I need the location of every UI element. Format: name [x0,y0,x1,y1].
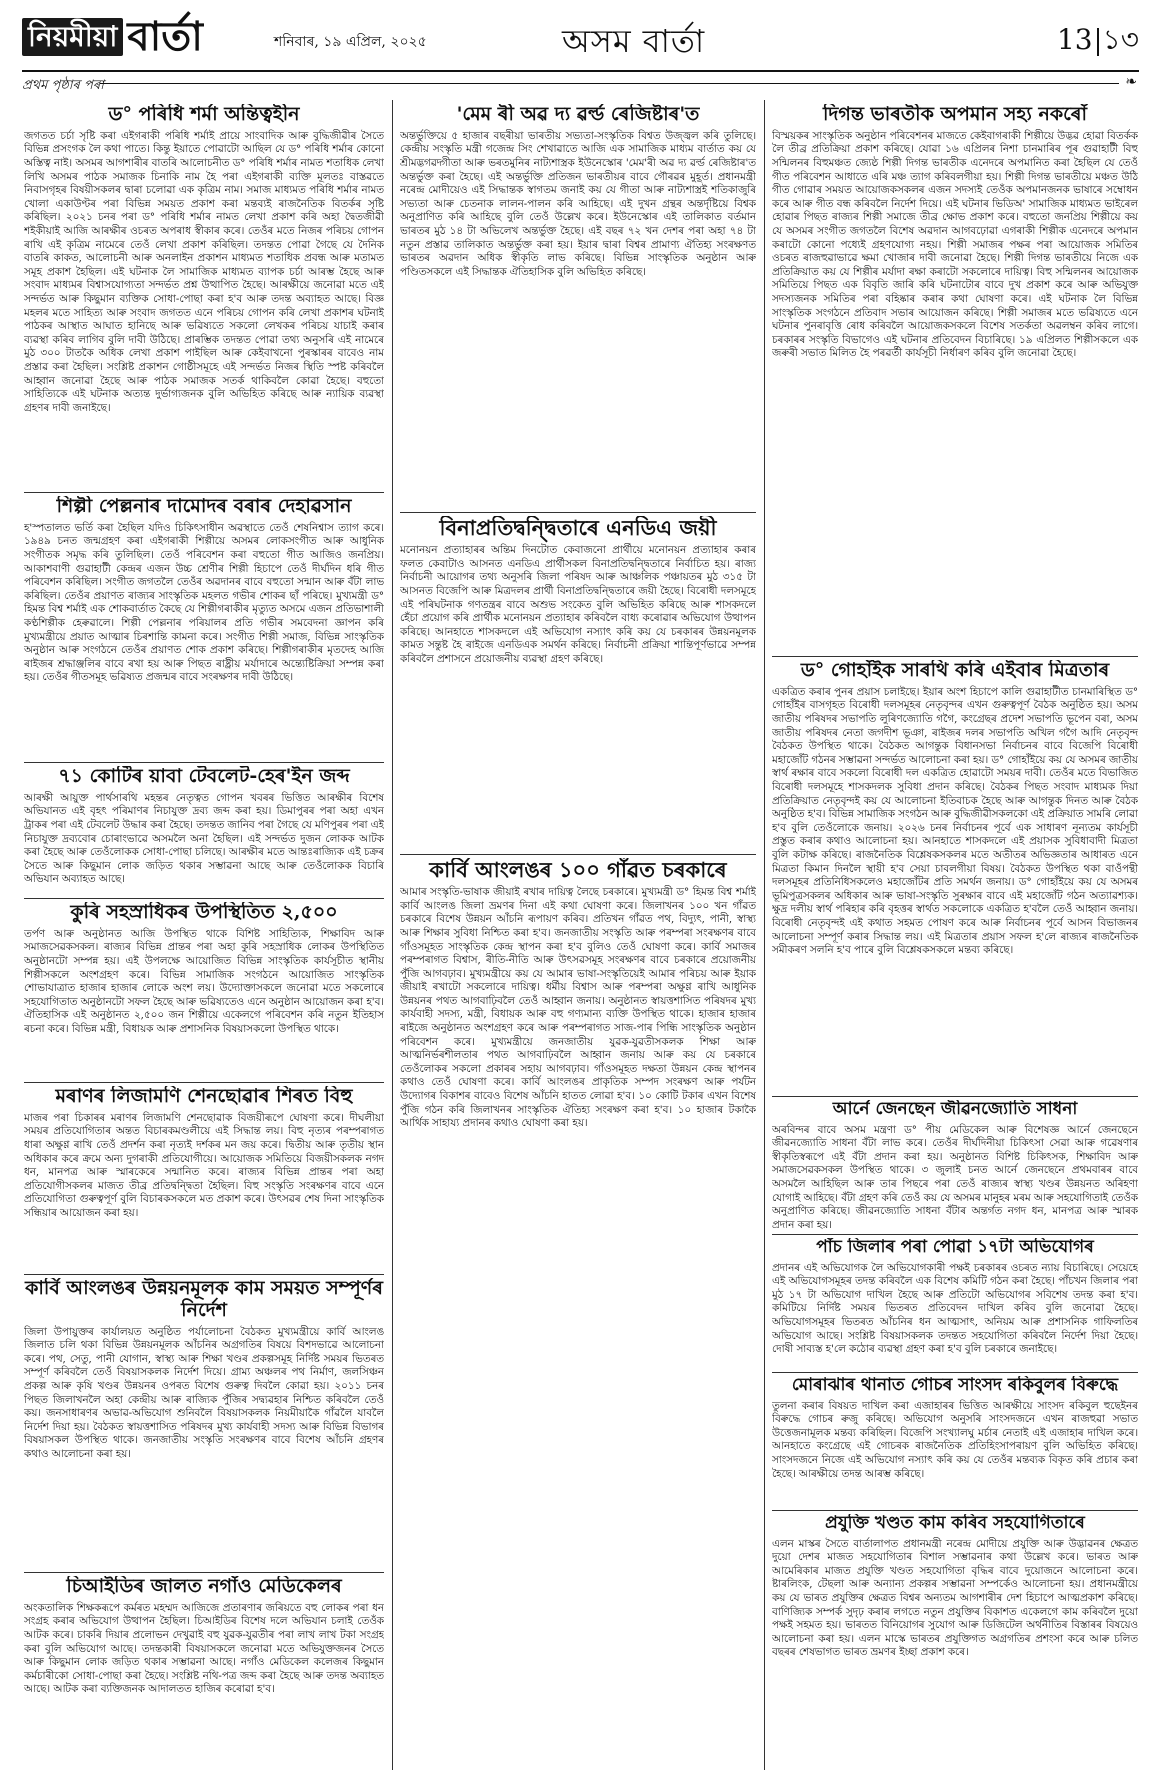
headline: ড° গোহাঁইক সাৰথি কৰি এইবাৰ মিত্ৰতাৰ [800,660,1110,681]
story-nda [400,516,756,850]
story-marwan [24,1086,384,1270]
story-body: আৰক্ষী আয়ুক্ত পাৰ্থসাৰথি মহন্তৰ নেতৃত্বত গোপন খবৰৰ ভিত্তিত আৰক্ষীৰ বিশেষ অভিযানত এই বৃহৎ পৰিমাণৰ নিচাযুক্ত দ্ৰব্য জব্দ কৰা হয়। ডিমাপুৰৰ পৰা অহা এখন ট্ৰাকৰ পৰা এই টেবলেট উদ্ধাৰ কৰা হৈছে। তদন্তত জানিব পৰা গৈছে যে মণিপুৰৰ পৰা এই নিচাযুক্ত দ্ৰব্যবোৰ চোৰাংভাৱে অসমলৈ অনা হৈছিল। এই সন্দৰ্ভত দুজন লোকক আটক কৰা হৈছে আৰু তেওঁলোকক সোধা-পোছা চলিছে। আৰক্ষীৰ মতে আন্তঃৰাজ্যিক এই চক্ৰৰ সৈতে আৰু কিছুমান লোক জড়িত থকাৰ সম্ভাৱনা আছে আৰু তেওঁলোকক বিচাৰি অভিযান অব্যাহত আছে। [24,791,384,886]
story-digonta [772,104,1138,652]
story-pach-zila [772,1238,1138,1368]
story-divider [24,492,384,493]
headline: কাৰ্বি আংলঙৰ ১০০ গাঁৱত চৰকাৰে [429,858,727,882]
story-memory-register [400,104,756,508]
continued-label: প্ৰথম পৃষ্ঠাৰ পৰা [22,78,104,93]
story-body: তুলনা কৰাৰ বিষয়ত দাখিল কৰা এজাহাৰৰ ভিত্তিত আৰক্ষীয়ে সাংসদ ৰকিবুল হুছেইনৰ বিৰুদ্ধে গোচৰ ৰুজু কৰিছে। অভিযোগ অনুসৰি সাংসদজনে এখন ৰাজহুৱা সভাত উত্তেজনামূলক মন্তব্য কৰিছিল। বিজেপি সংখ্যালঘু মৰ্চাৰ নেতাই এই এজাহাৰ দাখিল কৰে। আনহাতে কংগ্ৰেছে এই গোচৰক ৰাজনৈতিক প্ৰতিহিংসাপৰায়ণ বুলি অভিহিত কৰিছে। সাংসদজনে নিজে এই অভিযোগ নস্যাৎ কৰি কয় যে তেওঁৰ মন্তব্যক বিকৃত কৰি প্ৰচাৰ কৰা হৈছে। আৰক্ষীয়ে তদন্ত আৰম্ভ কৰিছে। [772,1399,1138,1480]
story-body: এলন মাস্কৰ সৈতে বাৰ্তালাপত প্ৰধানমন্ত্ৰী নৰেন্দ্ৰ মোদীয়ে প্ৰযুক্তি আৰু উদ্ভাৱনৰ ক্ষেত্ৰত দুয়ো দেশৰ মাজত সহযোগিতাৰ বিশাল সম্ভাৱনাৰ কথা উল্লেখ কৰে। ভাৰত আৰু আমেৰিকাৰ মাজত প্ৰযুক্তি খণ্ডত সহযোগিতা বৃদ্ধিৰ বাবে দুয়োজনে আলোচনা কৰে। ষ্টাৰলিংক, টেছলা আৰু অন্যান্য প্ৰকল্পৰ সম্ভাৱনা সম্পৰ্কেও আলোচনা হয়। প্ৰধানমন্ত্ৰীয়ে কয় যে ভাৰত প্ৰযুক্তিৰ ক্ষেত্ৰত বিশ্বৰ অন্যতম আগশাৰীৰ দেশ হিচাপে আত্মপ্ৰকাশ কৰিছে। বাণিজ্যিক সম্পৰ্ক সুদৃঢ় কৰাৰ লগতে নতুন প্ৰযুক্তিৰ বিকাশত একেলগে কাম কৰিবলৈ দুয়ো পক্ষই সহমত হয়। ভাৰতত বিনিয়োগৰ সুযোগ আৰু ডিজিটেল অৰ্থনীতিৰ বিস্তাৰৰ বিষয়েও আলোচনা কৰা হয়। এলন মাস্কে ভাৰতৰ প্ৰযুক্তিগত অগ্ৰগতিৰ প্ৰশংসা কৰে আৰু চলিত বছৰৰ শেষভাগত ভাৰত ভ্ৰমণৰ ইচ্ছা প্ৰকাশ কৰে। [772,1537,1138,1659]
story-divider [24,898,384,899]
story-chiaidi [24,1576,384,1770]
headline: বিনাপ্ৰতিদ্বন্দ্বিতাৰে এনডিএ জয়ী [439,516,717,540]
story-body: মনোনয়ন প্ৰত্যাহাৰৰ অন্তিম দিনটোত কেবাজনো প্ৰাৰ্থীয়ে মনোনয়ন প্ৰত্যাহাৰ কৰাৰ ফলত কেবাটাও আসনত এনডিএ প্ৰাৰ্থীসকল বিনাপ্ৰতিদ্বন্দ্বিতাৰে নিৰ্বাচিত হয়। ৰাজ্য নিৰ্বাচনী আয়োগৰ তথ্য অনুসৰি জিলা পৰিষদ আৰু আঞ্চলিক পঞ্চায়তৰ মুঠ ৩১৫ টা আসনত বিজেপি আৰু মিত্ৰদলৰ প্ৰাৰ্থী বিনাপ্ৰতিদ্বন্দ্বিতাৰে জয়ী হৈছে। বিৰোধী দলসমূহে এই পৰিঘটনাক গণতন্ত্ৰৰ বাবে অশুভ সংকেত বুলি অভিহিত কৰিছে আৰু শাসকদলে হেঁচা প্ৰয়োগ কৰি প্ৰাৰ্থীক মনোনয়ন প্ৰত্যাহাৰ কৰিবলৈ বাধ্য কৰোৱাৰ অভিযোগ উত্থাপন কৰিছে। আনহাতে শাসকদলে এই অভিযোগ নস্যাৎ কৰি কয় যে চৰকাৰৰ উন্নয়নমূলক কামত সন্তুষ্ট হৈ ৰাইজে এনডিএক সমৰ্থন কৰিছে। নিৰ্বাচনী প্ৰক্ৰিয়া শান্তিপূৰ্ণভাৱে সম্পন্ন কৰিবলৈ প্ৰশাসনে প্ৰয়োজনীয় ব্যৱস্থা গ্ৰহণ কৰিছে। [400,544,756,665]
headline: দিগন্ত ভাৰতীক অপমান সহ্য নকৰোঁ [822,104,1088,125]
masthead [22,8,1139,72]
story-body: অন্তৰ্ভুক্তিয়ে ৫ হাজাৰ বছৰীয়া ভাৰতীয় সভ্যতা-সংস্কৃতিক বিশ্বত উজ্জ্বল কৰি তুলিছে। কেন্দ্ৰীয় সংস্কৃতি মন্ত্ৰী গজেন্দ্ৰ সিং শেখাৱাতে আজি এক সামাজিক মাধ্যম বাৰ্তাত কয় যে শ্ৰীমদ্ভগৱদ্গীতা আৰু ভৰতমুনিৰ নাট্যশাস্ত্ৰক ইউনেস্কোৰ 'মেম'ৰী অৱ দ্য ৱৰ্ল্ড ৰেজিষ্টাৰ'ত অন্তৰ্ভুক্ত কৰা হৈছে। এই অন্তৰ্ভুক্তি প্ৰতিজন ভাৰতীয়ৰ বাবে গৌৰৱৰ মুহূৰ্ত। প্ৰধানমন্ত্ৰী নৰেন্দ্ৰ মোদীয়েও এই সিদ্ধান্তক স্বাগতম জনাই কয় যে গীতা আৰু নাট্যশাস্ত্ৰই শতিকাজুৰি সভ্যতা আৰু চেতনাক লালন-পালন কৰি আহিছে। এই দুখন গ্ৰন্থৰ অন্তৰ্দৃষ্টিয়ে বিশ্বক অনুপ্ৰাণিত কৰি আহিছে বুলি তেওঁ উল্লেখ কৰে। ইউনেস্কোৰ এই তালিকাত বৰ্তমান ভাৰতৰ মুঠ ১৪ টা অভিলেখ অন্তৰ্ভুক্ত হৈছে। এই বছৰ ৭২ খন দেশৰ পৰা অহা ৭৪ টা নতুন প্ৰস্তাৱ তালিকাত অন্তৰ্ভুক্ত কৰা হয়। ইয়াৰ দ্বাৰা বিশ্বৰ প্ৰামাণ্য ঐতিহ্য সংৰক্ষণত ভাৰতৰ অৱদান অধিক স্বীকৃতি লাভ কৰিছে। বিভিন্ন সাংস্কৃতিক অনুষ্ঠান আৰু পণ্ডিতসকলে এই সিদ্ধান্তক ঐতিহাসিক বুলি অভিহিত কৰিছে। [400,129,756,278]
headline: শিল্পী পেল্লনাৰ দামোদৰ বৰাৰ দেহাৱসান [56,496,352,517]
story-divider [24,1274,384,1275]
headline: প্ৰযুক্তি খণ্ডত কাম কৰিব সহযোগিতাৰে [825,1514,1085,1533]
story-divider [24,762,384,763]
story-body: জগতত চৰ্চা সৃষ্টি কৰা এইগৰাকী পৰিধি শৰ্মাই প্ৰায়ে সাংবাদিক আৰু বুদ্ধিজীৱীৰ সৈতে বিভিন্ন প্ৰসংগক লৈ কথা পাতে। কিন্তু ইয়াতে পোৱাটো আছিল যে ড° পৰিধি শৰ্মাৰ কোনো অস্তিত্ব নাই। অসমৰ আগশাৰীৰ বাতৰি আলোচনীত ড° পৰিধি শৰ্মাৰ নামত শতাধিক লেখা লিখি অসমৰ পাঠক সমাজক চিনাকি নাম হৈ পৰা এইগৰাকী ব্যক্তি মূলতঃ বাস্তৱতে নিবাসগৃহৰ বিষয়ীসকলৰ দ্বাৰা চলোৱা এক কৃত্ৰিম নাম। সমাজ মাধ্যমত পৰিধি শৰ্মাৰ নামত খোলা একাউণ্টৰ পৰা বিভিন্ন সময়ত প্ৰকাশ কৰা মন্তব্যই ৰাজনৈতিক বিতৰ্কৰ সৃষ্টি কৰিছিল। ২০২১ চনৰ পৰা ড° পৰিধি শৰ্মাৰ নামত লেখা প্ৰকাশ কৰি অহা দ্বৈতজীৱী শইকীয়াই আজি আৰক্ষীৰ ওচৰত অপৰাধ স্বীকাৰ কৰে। তেওঁৰ মতে নিজৰ পৰিচয় গোপন ৰাখি এই কৃত্ৰিম নামেৰে তেওঁ লেখা প্ৰকাশ কৰিছিল। তদন্তত পোৱা গৈছে যে দৈনিক বাতৰি কাকত, আলোচনী আৰু অনলাইন প্ৰকাশন মাধ্যমত শতাধিক প্ৰবন্ধ আৰু মতামত সমূহ প্ৰকাশ হৈছিল। এই ঘটনাক লৈ সামাজিক মাধ্যমত ব্যাপক চৰ্চা আৰম্ভ হৈছে আৰু সংবাদ মাধ্যমৰ বিশ্বাসযোগ্যতা সন্দৰ্ভত প্ৰশ্ন উত্থাপিত হৈছে। আৰক্ষীয়ে জনোৱা মতে এই সন্দৰ্ভত আৰু কিছুমান ব্যক্তিক সোধা-পোছা কৰা হ'ব আৰু তদন্ত অব্যাহত আছে। বিজ্ঞ মহলৰ মতে সাহিত্য আৰু সংবাদ জগতত এনে পৰিচয় গোপন কৰি লেখা প্ৰকাশৰ ঘটনাই পাঠকৰ আস্থাত আঘাত হানিছে আৰু ভৱিষ্যতে সকলো লেখকৰ পৰিচয় যাচাই কৰাৰ ব্যৱস্থা কৰিব লাগিব বুলি দাবী উঠিছে। প্ৰাৰম্ভিক তদন্তত পোৱা তথ্য অনুসৰি এই নামেৰে মুঠ ৩০০ টাতকৈ অধিক লেখা প্ৰকাশ পাইছিল আৰু কেইবাখনো পুৰস্কাৰৰ বাবেও নাম প্ৰস্তাৱ কৰা হৈছিল। সংশ্লিষ্ট প্ৰকাশন গোষ্ঠীসমূহে এই সন্দৰ্ভত নিজৰ স্থিতি স্পষ্ট কৰিবলৈ আহ্বান জনোৱা হৈছে আৰু পাঠক সমাজক সতৰ্ক থাকিবলৈ কোৱা হৈছে। বহুতো সাহিত্যিকে এই ঘটনাক অত্যন্ত দুৰ্ভাগ্যজনক বুলি অভিহিত কৰিছে আৰু ন্যায়িক ব্যৱস্থা গ্ৰহণৰ দাবী জনাইছে। [24,129,384,414]
section-title: অসম বাৰ্তা [562,22,706,60]
page-number [1057,18,1139,65]
story-divider [400,854,756,855]
headline: ৭১ কোটিৰ য়াবা টেবলেট-হেৰ'ইন জব্দ [58,766,350,787]
ornament-icon: ❧ [1125,74,1137,90]
logo-part-1: নিয়মীয়া [22,18,123,56]
story-shilpi [24,496,384,758]
newspaper-logo [22,14,203,60]
headline: ড° পৰিধি শৰ্মা অন্তিত্বহীন [108,104,300,125]
page-number-divider [1097,28,1099,56]
story-smuggling [24,766,384,894]
headline: কাৰ্বি আংলঙৰ উন্নয়নমূলক কাম সময়ত সম্পূৰ্ণৰ নিৰ্দেশ [25,1278,383,1321]
story-karbi-development [24,1278,384,1568]
headline: মোৰাঝাৰ থানাত গোচৰ সাংসদ ৰকিবুলৰ বিৰুদ্ধে [791,1376,1119,1395]
headline: পাঁচ জিলাৰ পৰা পোৱা ১৭টা অভিযোগৰ [816,1238,1094,1257]
story-technology [772,1514,1138,1770]
headline: কুৰি সহস্ৰাধিকৰ উপস্থিতিত ২,৫০০ [70,902,338,923]
story-divider [400,512,756,513]
column-divider [392,100,393,1770]
story-divider [772,1372,1138,1373]
column-divider [764,100,765,1770]
continued-rule [100,83,1119,84]
story-body: তৰ্পণ আৰু অনুষ্ঠানত আজি উপস্থিত থাকে বিশিষ্ট সাহিত্যিক, শিক্ষাবিদ আৰু সমাজসেৱকসকল। ৰাজ্যৰ বিভিন্ন প্ৰান্তৰ পৰা অহা কুৰি সহস্ৰাধিক লোকৰ উপস্থিতিত অনুষ্ঠানটো সম্পন্ন হয়। এই উপলক্ষে আয়োজিত বিভিন্ন সাংস্কৃতিক কাৰ্যসূচীত স্থানীয় শিল্পীসকলে অংশগ্ৰহণ কৰে। বিভিন্ন সামাজিক সংগঠনে আয়োজিত সাংস্কৃতিক শোভাযাত্ৰাত হাজাৰ হাজাৰ লোকে অংশ লয়। উদ্যোক্তাসকলে জনোৱা মতে সকলোৰে সহযোগিতাত অনুষ্ঠানটো সফল হৈছে আৰু ভৱিষ্যতেও এনে অনুষ্ঠান আয়োজন কৰা হ'ব। ঐতিহাসিক এই অনুষ্ঠানত ২,৫০০ জন শিল্পীয়ে একেলগে পৰিবেশন কৰি নতুন ইতিহাস ৰচনা কৰে। বিভিন্ন মন্ত্ৰী, বিধায়ক আৰু প্ৰশাসনিক বিষয়াসকলো উপস্থিত থাকে। [24,927,384,1035]
story-gohain [772,660,1138,1092]
story-body: আমাৰ সংস্কৃতি-ভাষাক জীয়াই ৰখাৰ দায়িত্ব লৈছে চৰকাৰে। মুখ্যমন্ত্ৰী ড° হিমন্ত বিশ্ব শৰ্মাই কাৰ্বি আংলঙ জিলা ভ্ৰমণৰ দিনা এই কথা ঘোষণা কৰে। জিলাখনৰ ১০০ খন গাঁৱত চৰকাৰে বিশেষ উন্নয়ন আঁচনি ৰূপায়ণ কৰিব। প্ৰতিখন গাঁৱত পথ, বিদ্যুৎ, পানী, স্বাস্থ্য আৰু শিক্ষাৰ সুবিধা নিশ্চিত কৰা হ'ব। জনজাতীয় সংস্কৃতি আৰু পৰম্পৰা সংৰক্ষণৰ বাবে গাঁওসমূহত সাংস্কৃতিক কেন্দ্ৰ স্থাপন কৰা হ'ব বুলিও তেওঁ ঘোষণা কৰে। কাৰ্বি সমাজৰ পৰম্পৰাগত বিশ্বাস, ৰীতি-নীতি আৰু উৎসৱসমূহ সংৰক্ষণৰ বাবে চৰকাৰে প্ৰয়োজনীয় পুঁজি আগবঢ়াব। মুখ্যমন্ত্ৰীয়ে কয় যে আমাৰ ভাষা-সংস্কৃতিয়েই আমাৰ পৰিচয় আৰু ইয়াক জীয়াই ৰখাটো সকলোৰে দায়িত্ব। ধৰ্মীয় বিশ্বাস আৰু পৰম্পৰা অক্ষুণ্ণ ৰাখি আধুনিক উন্নয়নৰ পথত আগবাঢ়িবলৈ তেওঁ আহ্বান জনায়। অনুষ্ঠানত স্বায়ত্তশাসিত পৰিষদৰ মুখ্য কাৰ্যবাহী সদস্য, মন্ত্ৰী, বিধায়ক আৰু বহু গণ্যমান্য ব্যক্তি উপস্থিত থাকে। হাজাৰ হাজাৰ ৰাইজে অনুষ্ঠানত অংশগ্ৰহণ কৰে আৰু পৰম্পৰাগত সাজ-পাৰ পিন্ধি সাংস্কৃতিক অনুষ্ঠান পৰিবেশন কৰে। মুখ্যমন্ত্ৰীয়ে জনজাতীয় যুৱক-যুৱতীসকলক শিক্ষা আৰু আত্মনিৰ্ভৰশীলতাৰ পথত আগবাঢ়িবলৈ আহ্বান জনায় আৰু কয় যে চৰকাৰে তেওঁলোকৰ সকলো প্ৰকাৰৰ সহায় আগবঢ়াব। গাঁওসমূহত দক্ষতা উন্নয়ন কেন্দ্ৰ স্থাপনৰ কথাও তেওঁ ঘোষণা কৰে। কাৰ্বি আংলঙৰ প্ৰাকৃতিক সম্পদ সংৰক্ষণ আৰু পৰ্যটন উদ্যোগৰ বিকাশৰ বাবেও বিশেষ আঁচনি হাতত লোৱা হ'ব। ১০ কোটি টকাৰ এখন বিশেষ পুঁজি গঠন কৰি জিলাখনৰ সাংস্কৃতিক ঐতিহ্য সংৰক্ষণ কৰা হ'ব। ১০ হাজাৰ টকাকৈ আৰ্থিক সাহায্য প্ৰদানৰ কথাও ঘোষণা কৰা হয়। [400,886,756,1130]
continued-bar [22,74,1139,94]
story-body: মাজৰ পৰা চিকাৰৰ মৰাণৰ লিজামণি শেনছোৱাক বিজয়ীৰূপে ঘোষণা কৰে। দীঘলীয়া সময়ৰ প্ৰতিযোগিতাৰ অন্তত বিচাৰকমণ্ডলীয়ে এই সিদ্ধান্ত লয়। বিহু নৃত্যৰ পৰম্পৰাগত ধাৰা অক্ষুণ্ণ ৰাখি তেওঁ প্ৰদৰ্শন কৰা নৃত্যই দৰ্শকৰ মন জয় কৰে। দ্বিতীয় আৰু তৃতীয় স্থান অধিকাৰ কৰে ক্ৰমে অন্য দুগৰাকী প্ৰতিযোগীয়ে। আয়োজক সমিতিয়ে বিজয়ীসকলক নগদ ধন, মানপত্ৰ আৰু স্মাৰকেৰে সন্মানিত কৰে। ৰাজ্যৰ বিভিন্ন প্ৰান্তৰ পৰা অহা প্ৰতিযোগীসকলৰ মাজত তীব্ৰ প্ৰতিদ্বন্দ্বিতা হৈছিল। বিহু সংস্কৃতি সংৰক্ষণৰ বাবে এনে প্ৰতিযোগিতা গুৰুত্বপূৰ্ণ বুলি বিচাৰকসকলে মত প্ৰকাশ কৰে। উৎসৱৰ শেষ দিনা সাংস্কৃতিক সন্ধিয়াৰ আয়োজন কৰা হয়। [24,1111,384,1219]
story-body: বিস্ময়কৰ সাংস্কৃতিক অনুষ্ঠান পৰিবেশনৰ মাজতে কেইবাগৰাকী শিল্পীয়ে উদ্ভৱ হোৱা বিতৰ্কক লৈ তীব্ৰ প্ৰতিক্ৰিয়া প্ৰকাশ কৰিছে। যোৱা ১৬ এপ্ৰিলৰ নিশা চানমাৰিৰ পূৰ গুৱাহাটী বিহু সন্মিলনৰ বিহুমঞ্চত জ্যেষ্ঠ শিল্পী দিগন্ত ভাৰতীক এনেদৰে অপমানিত কৰা হৈছিল যে তেওঁ গীত পৰিবেশন আধাতে এৰি মঞ্চ ত্যাগ কৰিবলগীয়া হয়। শিল্পী দিগন্ত ভাৰতীয়ে মঞ্চত উঠি গীত গোৱাৰ সময়ত আয়োজকসকলৰ এজন সদস্যই তেওঁক অপমানজনক ভাষাৰে সম্বোধন কৰে আৰু গীত বন্ধ কৰিবলৈ নিৰ্দেশ দিয়ে। এই ঘটনাৰ ভিডিঅ' সামাজিক মাধ্যমত ভাইৰেল হোৱাৰ পিছত ৰাজ্যৰ শিল্পী সমাজে তীব্ৰ ক্ষোভ প্ৰকাশ কৰে। বহুতো জনপ্ৰিয় শিল্পীয়ে কয় যে অসমৰ সংগীত জগতলৈ বিশেষ অৱদান আগবঢ়োৱা এগৰাকী শিল্পীক এনেদৰে অপমান কৰাটো কোনো পধ্যেই গ্ৰহণযোগ্য নহয়। শিল্পী সমাজৰ পক্ষৰ পৰা আয়োজক সমিতিৰ ওচৰত ৰাজহুৱাভাৱে ক্ষমা খোজাৰ দাবী জনোৱা হৈছে। শিল্পী দিগন্ত ভাৰতীয়ে নিজে এক প্ৰতিক্ৰিয়াত কয় যে শিল্পীৰ মৰ্যাদা ৰক্ষা কৰাটো সকলোৰে দায়িত্ব। বিহু সন্মিলনৰ আয়োজক সমিতিয়ে পিছত এক বিবৃতি জাৰি কৰি ঘটনাটোৰ বাবে দুখ প্ৰকাশ কৰে আৰু অভিযুক্ত সদস্যজনক সমিতিৰ পৰা বহিষ্কাৰ কৰাৰ কথা ঘোষণা কৰে। এই ঘটনাক লৈ বিভিন্ন সাংস্কৃতিক সংগঠনে প্ৰতিবাদ সভাৰ আয়োজন কৰিছে। শিল্পী সমাজৰ মতে ভৱিষ্যতে এনে ঘটনাৰ পুনৰাবৃত্তি ৰোধ কৰিবলৈ আয়োজকসকলে বিশেষ সতৰ্কতা অৱলম্বন কৰিব লাগে। চৰকাৰৰ সংস্কৃতি বিভাগেও এই ঘটনাৰ প্ৰতিবেদন বিচাৰিছে। ১৯ এপ্ৰিলত শিল্পীসকলে এক জৰুৰী সভাত মিলিত হৈ পৰৱৰ্তী কাৰ্যসূচী নিৰ্ধাৰণ কৰিব বুলি জনোৱা হৈছে। [772,129,1138,360]
story-body: অৰবিন্দৰ বাবে অসম মন্ত্ৰণা ড° পীয় মেডিকেল আৰু বিশেষজ্ঞ আৰ্নে জেনছেনে জীৱনজ্যোতি সাধনা বঁটা লাভ কৰে। তেওঁৰ দীৰ্ঘদিনীয়া চিকিৎসা সেৱা আৰু গৱেষণাৰ স্বীকৃতিস্বৰূপে এই বঁটা প্ৰদান কৰা হয়। অনুষ্ঠানত বিশিষ্ট চিকিৎসক, শিক্ষাবিদ আৰু সমাজসেৱকসকল উপস্থিত থাকে। ৩ জুলাই চনত আৰ্নে জেনছেনে প্ৰথমবাৰৰ বাবে অসমলৈ আহিছিল আৰু তাৰ পিছৰে পৰা তেওঁ ৰাজ্যৰ স্বাস্থ্য খণ্ডৰ উন্নয়নত অৰিহণা যোগাই আহিছে। বঁটা গ্ৰহণ কৰি তেওঁ কয় যে অসমৰ মানুহৰ মৰম আৰু সহযোগিতাই তেওঁক অনুপ্ৰাণিত কৰিছে। জীৱনজ্যোতি সাধনা বঁটাৰ অন্তৰ্গত নগদ ধন, মানপত্ৰ আৰু স্মাৰক প্ৰদান কৰা হয়। [772,1123,1138,1230]
story-divider [24,1572,384,1573]
page-number-latin: 13 [1056,23,1093,56]
story-body: প্ৰদানৰ এই অভিযোগক লৈ অভিযোগকাৰী পক্ষই চৰকাৰৰ ওচৰত ন্যায় বিচাৰিছে। সেয়েহে এই অভিযোগসমূহৰ তদন্ত কৰিবলৈ এক বিশেষ কমিটি গঠন কৰা হৈছে। পাঁচখন জিলাৰ পৰা মুঠ ১৭ টা অভিযোগ দাখিল হৈছে আৰু প্ৰতিটো অভিযোগৰ সবিশেষ তদন্ত কৰা হ'ব। কমিটিয়ে নিৰ্দিষ্ট সময়ৰ ভিতৰত প্ৰতিবেদন দাখিল কৰিব বুলি জনোৱা হৈছে। অভিযোগসমূহৰ ভিতৰত আঁচনিৰ ধন আত্মসাৎ, অনিয়ম আৰু প্ৰশাসনিক গাফিলতিৰ অভিযোগ আছে। সংশ্লিষ্ট বিষয়াসকলক তদন্তত সহযোগিতা কৰিবলৈ নিৰ্দেশ দিয়া হৈছে। দোষী সাব্যস্ত হ'লে কঠোৰ ব্যৱস্থা গ্ৰহণ কৰা হ'ব বুলি চৰকাৰে জনাইছে। [772,1261,1138,1356]
story-body: অংকতালিক শিক্ষকৰূপে কৰ্মৰত মহম্মদ আজিজে প্ৰতাৰণাৰ জৰিয়তে বহু লোকৰ পৰা ধন সংগ্ৰহ কৰাৰ অভিযোগ উত্থাপন হৈছিল। চিআইডিৰ বিশেষ দলে অভিযান চলাই তেওঁক আটক কৰে। চাকৰি দিয়াৰ প্ৰলোভন দেখুৱাই বহু যুৱক-যুৱতীৰ পৰা লাখ লাখ টকা সংগ্ৰহ কৰা বুলি অভিযোগ আছে। তদন্তকাৰী বিষয়াসকলে জনোৱা মতে অভিযুক্তজনৰ সৈতে আৰু কিছুমান লোক জড়িত থকাৰ সম্ভাৱনা আছে। নগাঁও মেডিকেল কলেজৰ কিছুমান কৰ্মচাৰীকো সোধা-পোছা কৰা হৈছে। সংশ্লিষ্ট নথি-পত্ৰ জব্দ কৰা হৈছে আৰু তদন্ত অব্যাহত আছে। আটক কৰা ব্যক্তিজনক আদালতত হাজিৰ কৰোৱা হ'ব। [24,1601,384,1696]
logo-part-2: বাৰ্তা [127,13,203,60]
story-body: জিলা উপায়ুক্তৰ কাৰ্যালয়ত অনুষ্ঠিত পৰ্যালোচনা বৈঠকত মুখ্যমন্ত্ৰীয়ে কাৰ্বি আংলঙ জিলাত চলি থকা বিভিন্ন উন্নয়নমূলক আঁচনিৰ অগ্ৰগতিৰ বিষয়ে বিশদভাৱে আলোচনা কৰে। পথ, সেতু, পানী যোগান, স্বাস্থ্য আৰু শিক্ষা খণ্ডৰ প্ৰকল্পসমূহ নিৰ্দিষ্ট সময়ৰ ভিতৰত সম্পূৰ্ণ কৰিবলৈ তেওঁ বিষয়াসকলক নিৰ্দেশ দিয়ে। গ্ৰাম্য অঞ্চলৰ পথ নিৰ্মাণ, জলসিঞ্চন প্ৰকল্প আৰু কৃষি খণ্ডৰ উন্নয়নৰ ওপৰত বিশেষ গুৰুত্ব দিবলৈ কোৱা হয়। ২০১১ চনৰ পিছত জিলাখনলৈ অহা কেন্দ্ৰীয় আৰু ৰাজ্যিক পুঁজিৰ সদ্ব্যৱহাৰ নিশ্চিত কৰিবলৈ তেওঁ কয়। জনসাধাৰণৰ অভাৱ-অভিযোগ শুনিবলৈ বিষয়াসকলক নিয়মীয়াকৈ গাঁৱলৈ যাবলৈ নিৰ্দেশ দিয়া হয়। বৈঠকত স্বায়ত্তশাসিত পৰিষদৰ মুখ্য কাৰ্যবাহী সদস্য আৰু বিভিন্ন বিভাগৰ বিষয়াসকল উপস্থিত থাকে। জনজাতীয় সংস্কৃতি সংৰক্ষণৰ বাবে বিশেষ আঁচনি গ্ৰহণৰ কথাও আলোচনা কৰা হয়। [24,1325,384,1461]
story-kuri [24,902,384,1078]
story-karbi-100 [400,858,756,1770]
issue-date: শনিবাৰ, ১৯ এপ্ৰিল, ২০২৫ [274,34,427,50]
story-divider [24,1082,384,1083]
story-divider [772,1234,1138,1235]
headline: 'মেম ৰী অৱ দ্য ৱৰ্ল্ড ৰেজিষ্টাৰ'ত [456,104,700,125]
story-body: একত্ৰিত কৰাৰ পুনৰ প্ৰয়াস চলাইছে। ইয়াৰ অংশ হিচাপে কালি গুৱাহাটীত চানমাৰিস্থিত ড° গোহাঁইৰ বাসগৃহত বিৰোধী দলসমূহৰ নেতৃবৃন্দৰ এখন গুৰুত্বপূৰ্ণ বৈঠক অনুষ্ঠিত হয়। অসম জাতীয় পৰিষদৰ সভাপতি লুৰিণজ্যোতি গগৈ, কংগ্ৰেছৰ প্ৰদেশ সভাপতি ভূপেন বৰা, অসম জাতীয় পৰিষদৰ নেতা জগদীশ ভূঞা, ৰাইজৰ দলৰ সভাপতি অখিল গগৈ আদি নেতৃবৃন্দ বৈঠকত উপস্থিত থাকে। বৈঠকত আগন্তুক বিধানসভা নিৰ্বাচনৰ বাবে বিজেপি বিৰোধী মহাজোঁট গঠনৰ সম্ভাৱনা সন্দৰ্ভত আলোচনা কৰা হয়। ড° গোহাঁইয়ে কয় যে অসমৰ জাতীয় স্বাৰ্থ ৰক্ষাৰ বাবে সকলো বিৰোধী দল একত্ৰিত হোৱাটো সময়ৰ দাবী। তেওঁৰ মতে বিভাজিত বিৰোধী দলসমূহে শাসকদলক সুবিধা প্ৰদান কৰিছে। বৈঠকৰ পিছত সংবাদ মাধ্যমক দিয়া প্ৰতিক্ৰিয়াত নেতৃবৃন্দই কয় যে আলোচনা ইতিবাচক হৈছে আৰু আগন্তুক দিনত আৰু বৈঠক অনুষ্ঠিত হ'ব। বিভিন্ন সামাজিক সংগঠন আৰু বুদ্ধিজীৱীসকলকো এই প্ৰক্ৰিয়াত সামৰি লোৱা হ'ব বুলি তেওঁলোকে জনায়। ২০২৬ চনৰ নিৰ্বাচনৰ পূৰ্বে এক সাধাৰণ নূন্যতম কাৰ্যসূচী প্ৰস্তুত কৰাৰ কথাও আলোচনা হয়। আনহাতে শাসকদলে এই প্ৰয়াসক সুবিধাবাদী মিত্ৰতা বুলি কটাক্ষ কৰিছে। ৰাজনৈতিক বিশ্লেষকসকলৰ মতে অতীতৰ অভিজ্ঞতাৰ আধাৰত এনে মিত্ৰতা কিমান দিনলৈ স্থায়ী হ'ব সেয়া চাবলগীয়া বিষয়। বৈঠকত উপস্থিত থকা বাওঁপন্থী দলসমূহৰ প্ৰতিনিধিসকলেও মহাজোঁটৰ প্ৰতি সমৰ্থন জনায়। ড° গোহাঁইয়ে কয় যে অসমৰ ভূমিপুত্ৰসকলৰ অধিকাৰ আৰু ভাষা-সংস্কৃতি সুৰক্ষাৰ বাবে এই মহাজোঁট গঠন অত্যাৱশ্যক। ক্ষুদ্ৰ দলীয় স্বাৰ্থ পৰিহাৰ কৰি বৃহত্তৰ স্বাৰ্থত সকলোকে একত্ৰিত হ'বলৈ তেওঁ আহ্বান জনায়। বিৰোধী নেতৃবৃন্দই এই কথাত সহমত পোষণ কৰে আৰু নিৰ্বাচনৰ পূৰ্বে আসন বিভাজনৰ আলোচনা সম্পূৰ্ণ কৰাৰ সিদ্ধান্ত লয়। এই মিত্ৰতাৰ প্ৰয়াস সফল হ'লে ৰাজ্যৰ ৰাজনৈতিক সমীকৰণ সলনি হ'ব পাৰে বুলি বিশ্লেষকসকলে মন্তব্য কৰিছে। [772,685,1138,957]
story-divider [772,1510,1138,1511]
story-body: হ'স্পতালত ভৰ্তি কৰা হৈছিল যদিও চিকিৎসাধীন অৱস্থাতে তেওঁ শেষনিশ্বাস ত্যাগ কৰে। ১৯৪৯ চনত জন্মগ্ৰহণ কৰা এইগৰাকী শিল্পীয়ে অসমৰ লোকসংগীত আৰু আধুনিক সংগীতক সমৃদ্ধ কৰি তুলিছিল। তেওঁ পৰিবেশন কৰা বহুতো গীত আজিও জনপ্ৰিয়। আকাশবাণী গুৱাহাটী কেন্দ্ৰৰ এজন উচ্চ শ্ৰেণীৰ শিল্পী হিচাপে তেওঁ দীৰ্ঘদিন ধৰি গীত পৰিবেশন কৰিছিল। সংগীত জগতলৈ তেওঁৰ অৱদানৰ বাবে বহুতো সন্মান আৰু বঁটা লাভ কৰিছিল। তেওঁৰ প্ৰয়াণত ৰাজ্যৰ সাংস্কৃতিক মহলত গভীৰ শোকৰ ছাঁ পৰিছে। মুখ্যমন্ত্ৰী ড° হিমন্ত বিশ্ব শৰ্মাই এক শোকবাৰ্তাত কৈছে যে শিল্পীগৰাকীৰ মৃত্যুত অসমে এজন প্ৰতিভাশালী কণ্ঠশিল্পীক হেৰুৱালে। শিল্পী পেল্লনাৰ পৰিয়ালৰ প্ৰতি গভীৰ সমবেদনা জ্ঞাপন কৰি মুখ্যমন্ত্ৰীয়ে প্ৰয়াত আত্মাৰ চিৰশান্তি কামনা কৰে। সংগীত শিল্পী সমাজ, বিভিন্ন সাংস্কৃতিক অনুষ্ঠান আৰু সংগঠনে তেওঁৰ প্ৰয়াণত শোক প্ৰকাশ কৰিছে। শিল্পীগৰাকীৰ মৃতদেহ আজি ৰাইজৰ শ্ৰদ্ধাঞ্জলিৰ বাবে ৰখা হয় আৰু পিছত ৰাষ্ট্ৰীয় মৰ্যাদাৰে অন্ত্যেষ্টিক্ৰিয়া সম্পন্ন কৰা হয়। তেওঁৰ গীতসমূহ ভৱিষ্যত প্ৰজন্মৰ বাবে সংৰক্ষণৰ দাবী উঠিছে। [24,521,384,684]
story-parikshit [24,104,384,488]
story-divider [772,656,1138,657]
story-divider [772,1096,1138,1097]
story-morigaon [772,1376,1138,1506]
story-jibanjyoti [772,1100,1138,1230]
headline: চিআইডিৰ জালত নগাঁও মেডিকেলৰ [66,1576,342,1597]
headline: আৰ্নে জেনছেন জীৱনজ্যোতি সাধনা [832,1100,1078,1119]
headline: মৰাণৰ লিজামণি শেনছোৱাৰ শিৰত বিহু [55,1086,353,1107]
page-number-local: ১৩ [1102,23,1139,56]
